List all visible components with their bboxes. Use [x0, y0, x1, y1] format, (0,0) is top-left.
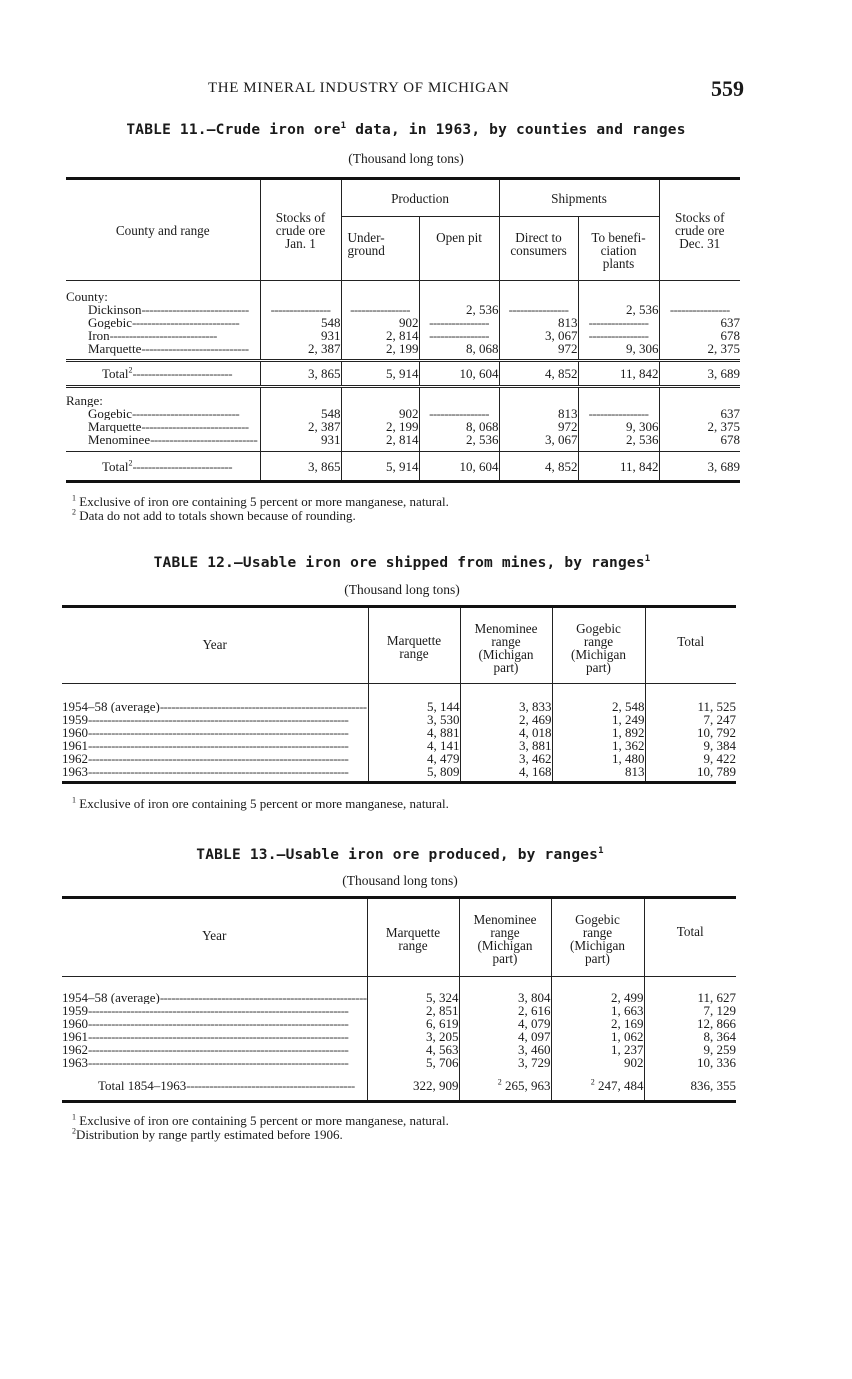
- row-year: 1961: [62, 1029, 88, 1043]
- table-row: 1962-------------------------------------------------------------------- 4, 479 3, 462 1, 480 9, 422: [62, 750, 736, 766]
- col-header-marquette: Marquette range: [367, 898, 459, 977]
- table13-footnotes: [72, 1114, 449, 1142]
- table-row: 1954–58 (average)------------------------------------------------------ 5, 324 3, 804 2, 499 11, 627: [62, 989, 736, 1005]
- cell-stocks-jan: 931: [260, 329, 341, 342]
- cell-stocks-jan: 548: [260, 316, 341, 329]
- col-header-year: Year: [202, 637, 227, 652]
- col-header-gogebic: Gogebic range (Michigan part): [552, 607, 645, 684]
- table11: [66, 177, 740, 483]
- col-header-total: Total: [644, 898, 736, 977]
- table-row: 1954–58 (average)------------------------------------------------------ 5, 144 3, 833 2, 548 11, 525: [62, 698, 736, 714]
- table-row: Marquette---------------------------- 2, 387 2, 199 8, 068 972 9, 306 2, 375: [66, 342, 740, 361]
- total-row: Total 1854–1963-------------------------------------------- 322, 909 $^2$ 265, 963 $^2$ 247, 484 836, 355: [62, 1072, 736, 1102]
- cell-beneficiation: 2, 536: [578, 303, 659, 316]
- table-row: 1962-------------------------------------------------------------------- 4, 563 3, 460 1, 237 9, 259: [62, 1041, 736, 1057]
- cell-stocks-dec: 678: [659, 329, 740, 342]
- cell-stocks-dec: 637: [659, 316, 740, 329]
- row-year: 1963: [62, 1055, 88, 1070]
- cell-beneficiation: 9, 306: [578, 342, 659, 361]
- cell-underground: 902: [341, 316, 419, 329]
- col-header-stocks-jan: Stocks of crude ore Jan. 1: [260, 179, 341, 281]
- row-label: Marquette: [88, 341, 142, 356]
- col-header-shipments: Shipments: [499, 179, 659, 217]
- table-row: Gogebic---------------------------- 548 902 ---------------- 813 ---------------- 637: [88, 314, 741, 330]
- total-row: Total$^2$-------------------------- 3, 865 5, 914 10, 604 4, 852 11, 842 3, 689: [66, 361, 740, 387]
- row-label: Marquette: [88, 419, 142, 433]
- total-row: Total$^2$-------------------------- 3, 865 5, 914 10, 604 4, 852 11, 842 3, 689: [66, 452, 740, 482]
- cell-underground: 2, 814: [341, 329, 419, 342]
- row-year: 1954–58 (average): [62, 699, 160, 713]
- col-header-stocks-dec: Stocks of crude ore Dec. 31: [659, 179, 740, 281]
- table12: [62, 605, 736, 784]
- table-row: Menominee---------------------------- 931 2, 814 2, 536 3, 067 2, 536 678: [66, 433, 740, 452]
- col-header-underground: Under- ground: [341, 217, 419, 281]
- row-year: 1960: [62, 1016, 88, 1030]
- cell-stocks-dec: 2, 375: [659, 342, 740, 361]
- table-row: 1961-------------------------------------------------------------------- 3, 205 4, 097 1, 062 8, 364: [62, 1028, 736, 1044]
- cell-direct: 3, 067: [499, 329, 578, 342]
- table11-title: TABLE 11.—Crude iron ore$^1$ data, in 1963, by counties and ranges: [126, 121, 686, 138]
- row-year: 1959: [62, 712, 88, 726]
- page-number: 559: [711, 76, 744, 101]
- table11-footnotes: [72, 495, 449, 523]
- footnote: $^2$ Data do not add to totals shown because of rounding.: [72, 507, 356, 523]
- row-year: 1962: [62, 1042, 88, 1056]
- table13-title: TABLE 13.—Usable iron ore produced, by ranges$^1$: [196, 846, 604, 863]
- row-year: 1962: [62, 751, 88, 765]
- footnote: $^2$Distribution by range partly estimated before 1906.: [72, 1126, 343, 1142]
- col-header-county-range: County and range: [66, 179, 260, 281]
- cell-direct: 813: [499, 316, 578, 329]
- table-row: Iron---------------------------- 931 2, 814 ---------------- 3, 067 ---------------- 678: [88, 327, 741, 343]
- col-header-year: Year: [202, 928, 227, 943]
- table12-title: TABLE 12.—Usable iron ore shipped from mines, by ranges$^1$: [153, 554, 651, 571]
- row-year: 1959: [62, 1003, 88, 1017]
- col-header-gogebic: Gogebic range (Michigan part): [551, 898, 644, 977]
- cell-open-pit: 8, 068: [419, 342, 499, 361]
- cell-stocks-jan: 2, 387: [260, 342, 341, 361]
- running-title: THE MINERAL INDUSTRY OF MICHIGAN: [208, 80, 510, 96]
- table-row: 1960-------------------------------------------------------------------- 4, 881 4, 018 1, 892 10, 792: [62, 724, 736, 740]
- county-group-label: County:: [66, 288, 108, 303]
- cell-underground: 2, 199: [341, 342, 419, 361]
- cell-open-pit: 2, 536: [419, 303, 499, 316]
- row-year: 1960: [62, 725, 88, 739]
- col-header-beneficiation: To benefi- ciation plants: [578, 217, 659, 281]
- table-row: 1963-------------------------------------------------------------------- 5, 809 4, 168 813 10, 789: [62, 765, 736, 783]
- col-header-marquette: Marquette range: [368, 607, 460, 684]
- col-header-menominee: Menominee range (Michigan part): [459, 898, 551, 977]
- row-label: Iron: [88, 328, 110, 342]
- row-label: Menominee: [88, 432, 151, 447]
- col-header-menominee: Menominee range (Michigan part): [460, 607, 552, 684]
- row-label: Gogebic: [88, 315, 133, 329]
- range-group-label: Range:: [66, 387, 260, 407]
- table-row: 1961-------------------------------------------------------------------- 4, 141 3, 881 1, 362 9, 384: [62, 737, 736, 753]
- table13: [62, 896, 736, 1103]
- footnote: $^1$ Exclusive of iron ore containing 5 percent or more manganese, natural.: [72, 1112, 449, 1128]
- running-head: [68, 76, 744, 102]
- table-row: Marquette---------------------------- 2, 387 2, 199 8, 068 972 9, 306 2, 375: [88, 418, 741, 434]
- cell-direct: 972: [499, 342, 578, 361]
- col-header-production: Production: [341, 179, 499, 217]
- table-row: Dickinson---------------------------- ---------------- ---------------- 2, 536 ---------------- 2, 536 ----------------: [66, 303, 740, 316]
- table12-subtitle: (Thousand long tons): [344, 582, 460, 597]
- row-year: 1961: [62, 738, 88, 752]
- table-row: Gogebic---------------------------- 548 902 ---------------- 813 ---------------- 637: [88, 405, 741, 421]
- row-label: Dickinson: [88, 302, 142, 316]
- table-row: 1960-------------------------------------------------------------------- 6, 619 4, 079 2, 169 12, 866: [62, 1015, 736, 1031]
- footnote: $^1$ Exclusive of iron ore containing 5 percent or more manganese, natural.: [72, 795, 449, 811]
- table11-subtitle: (Thousand long tons): [348, 151, 464, 166]
- table-row: 1963-------------------------------------------------------------------- 5, 706 3, 729 902 10, 336: [62, 1054, 736, 1070]
- table13-subtitle: (Thousand long tons): [342, 873, 458, 888]
- row-year: 1963: [62, 764, 88, 779]
- table-row: 1959-------------------------------------------------------------------- 3, 530 2, 469 1, 249 7, 247: [62, 711, 736, 727]
- col-header-direct: Direct to consumers: [499, 217, 578, 281]
- table12-footnotes: [72, 797, 449, 811]
- col-header-total: Total: [645, 607, 736, 684]
- row-year: 1954–58 (average): [62, 990, 160, 1004]
- col-header-open-pit: Open pit: [419, 217, 499, 281]
- table-row: 1959-------------------------------------------------------------------- 2, 851 2, 616 1, 663 7, 129: [62, 1002, 736, 1018]
- footnote: $^1$ Exclusive of iron ore containing 5 percent or more manganese, natural.: [72, 493, 449, 509]
- row-label: Gogebic: [88, 406, 133, 420]
